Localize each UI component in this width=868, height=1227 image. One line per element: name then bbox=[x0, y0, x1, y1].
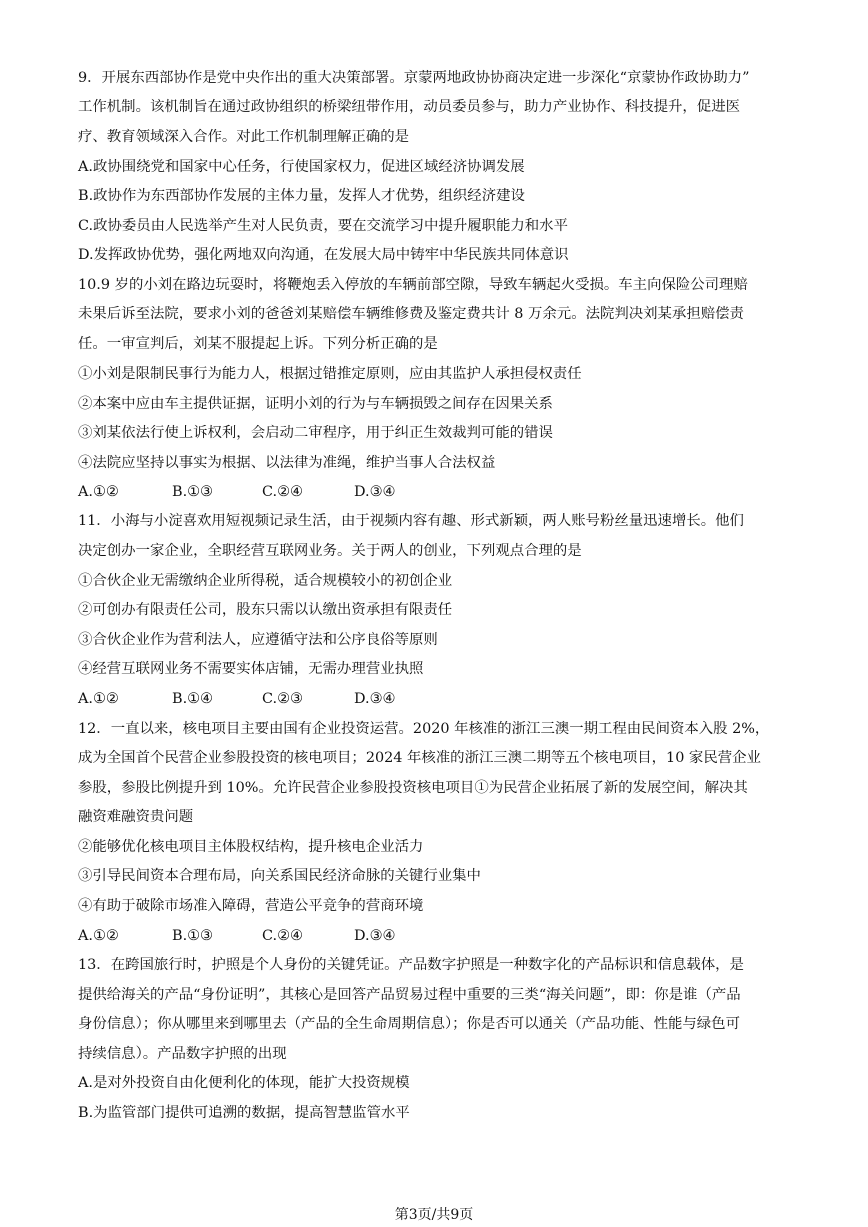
question-stem-line: 决定创办一家企业，全职经营互联网业务。关于两人的创业，下列观点合理的是 bbox=[78, 543, 582, 559]
question-stem-line: 持续信息）。产品数字护照的出现 bbox=[78, 1046, 287, 1062]
question-stem-line: 未果后诉至法院，要求小刘的爸爸刘某赔偿车辆维修费及鉴定费共计 8 万余元。法院判决刘某承担赔偿责 bbox=[78, 306, 744, 322]
question-stem-line: 疗、教育领域深入合作。对此工作机制理解正确的是 bbox=[78, 129, 409, 145]
choice-d: D.③④ bbox=[354, 928, 396, 944]
statement-2: ②能够优化核电项目主体股权结构，提升核电企业活力 bbox=[78, 839, 424, 855]
choice-c: C.②④ bbox=[262, 484, 303, 500]
question-stem-line: 成为全国首个民营企业参股投资的核电项目；2024 年核准的浙江三澳二期等五个核电项目，10 家民营企业 bbox=[78, 750, 761, 766]
question-stem-line: 参股，参股比例提升到 10%。允许民营企业参股投资核电项目①为民营企业拓展了新的发展空间，解决其 bbox=[78, 780, 748, 796]
question-stem-line: 10.9 岁的小刘在路边玩耍时，将鞭炮丢入停放的车辆前部空隙，导致车辆起火受损。车主向保险公司理赔 bbox=[78, 277, 748, 293]
statement-3: ③刘某依法行使上诉权利，会启动二审程序，用于纠正生效裁判可能的错误 bbox=[78, 425, 553, 441]
choice-a: A.①② bbox=[78, 928, 119, 944]
question-stem-line: 提供给海关的产品“身份证明”，其核心是回答产品贸易过程中重要的三类“海关问题”，即：你是谁（产品 bbox=[78, 987, 741, 1003]
choice-a: A.①② bbox=[78, 691, 119, 707]
choice-b: B.①③ bbox=[172, 928, 213, 944]
option-b: B.为监管部门提供可追溯的数据，提高智慧监管水平 bbox=[78, 1105, 410, 1121]
question-stem-line: 9．开展东西部协作是党中央作出的重大决策部署。京蒙两地政协协商决定进一步深化“京蒙协作政协助力” bbox=[78, 70, 750, 86]
statement-2: ②可创办有限责任公司，股东只需以认缴出资承担有限责任 bbox=[78, 602, 453, 618]
question-stem-line: 13．在跨国旅行时，护照是个人身份的关键凭证。产品数字护照是一种数字化的产品标识和信息载体，是 bbox=[78, 957, 744, 973]
question-stem-line: 身份信息）；你从哪里来到哪里去（产品的全生命周期信息）；你是否可以通关（产品功能、性能与绿色可 bbox=[78, 1016, 740, 1032]
option-a: A.政协围绕党和国家中心任务，行使国家权力，促进区域经济协调发展 bbox=[78, 159, 525, 175]
choice-c: C.②③ bbox=[262, 691, 303, 707]
question-stem-line: 11．小海与小淀喜欢用短视频记录生活，由于视频内容有趣、形式新颖，两人账号粉丝量迅速增长。他们 bbox=[78, 513, 744, 529]
question-stem-line: 融资难融资贵问题 bbox=[78, 809, 194, 825]
choice-d: D.③④ bbox=[354, 484, 396, 500]
statement-3: ③合伙企业作为营利法人，应遵循守法和公序良俗等原则 bbox=[78, 632, 438, 648]
question-stem-line: 12．一直以来，核电项目主要由国有企业投资运营。2020 年核准的浙江三澳一期工程由民间资本入股 2%， bbox=[78, 721, 770, 737]
choice-c: C.②④ bbox=[262, 928, 303, 944]
choice-a: A.①② bbox=[78, 484, 119, 500]
question-stem-line: 工作机制。该机制旨在通过政协组织的桥梁纽带作用，动员委员参与，助力产业协作、科技提升，促进医 bbox=[78, 99, 740, 115]
option-a: A.是对外投资自由化便利化的体现，能扩大投资规模 bbox=[78, 1075, 410, 1091]
option-c: C.政协委员由人民选举产生对人民负责，要在交流学习中提升履职能力和水平 bbox=[78, 218, 568, 234]
question-stem-line: 任。一审宣判后，刘某不服提起上诉。下列分析正确的是 bbox=[78, 336, 438, 352]
statement-4: ④法院应坚持以事实为根据、以法律为准绳，维护当事人合法权益 bbox=[78, 455, 496, 471]
statement-3: ③引导民间资本合理布局，向关系国民经济命脉的关键行业集中 bbox=[78, 868, 481, 884]
choice-d: D.③④ bbox=[354, 691, 396, 707]
statement-4: ④经营互联网业务不需要实体店铺，无需办理营业执照 bbox=[78, 661, 424, 677]
option-d: D.发挥政协优势，强化两地双向沟通，在发展大局中铸牢中华民族共同体意识 bbox=[78, 247, 569, 263]
statement-2: ②本案中应由车主提供证据，证明小刘的行为与车辆损毁之间存在因果关系 bbox=[78, 396, 553, 412]
statement-1: ①合伙企业无需缴纳企业所得税，适合规模较小的初创企业 bbox=[78, 573, 453, 589]
statement-4: ④有助于破除市场准入障碍，营造公平竞争的营商环境 bbox=[78, 898, 424, 914]
choice-b: B.①④ bbox=[172, 691, 213, 707]
statement-1: ①小刘是限制民事行为能力人，根据过错推定原则，应由其监护人承担侵权责任 bbox=[78, 366, 582, 382]
option-b: B.政协作为东西部协作发展的主体力量，发挥人才优势，组织经济建设 bbox=[78, 188, 525, 204]
choice-b: B.①③ bbox=[172, 484, 213, 500]
page-number: 第3页/共9页 bbox=[394, 1207, 474, 1223]
